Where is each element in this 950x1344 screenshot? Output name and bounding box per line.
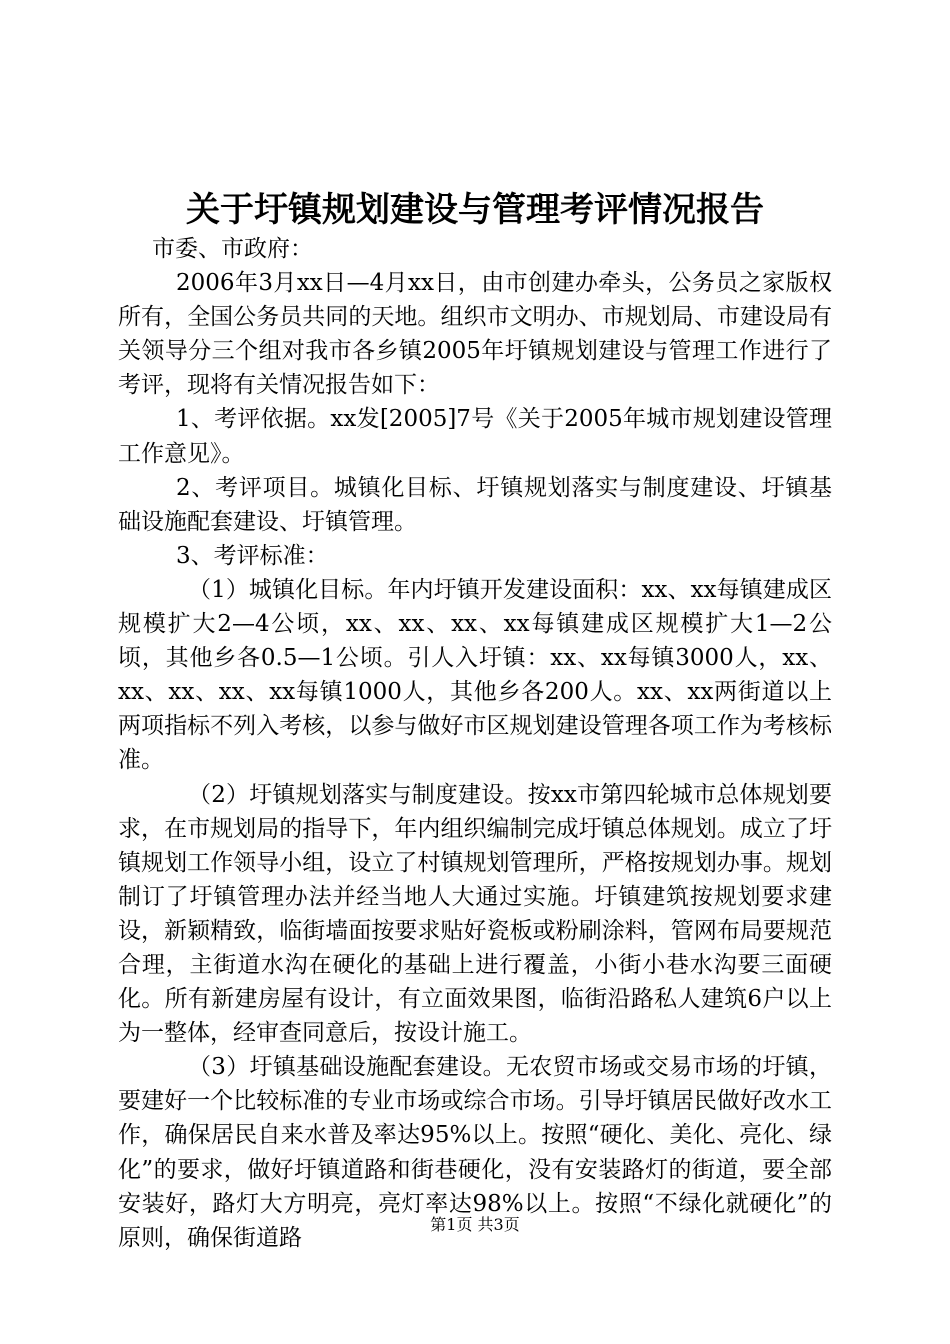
document-title: 关于圩镇规划建设与管理考评情况报告: [186, 190, 764, 230]
page-footer: [0, 1214, 950, 1236]
paragraph-items: 2、考评项目。城镇化目标、圩镇规划落实与制度建设、圩镇基础设施配套建设、圩镇管理。: [118, 474, 832, 535]
paragraph-standards: 3、考评标准：: [176, 542, 329, 569]
paragraph-infrastructure: （3）圩镇基础设施配套建设。无农贸市场或交易市场的圩镇，要建好一个比较标准的专业市场或综合市场。引导圩镇居民做好改水工作，确保居民自来水普及率达95%以上。按照“硬化、美化、亮化、绿化”的要求，做好圩镇道路和街巷硬化，没有安装路灯的街道，要全部安装好，路灯大方明亮，亮灯率达98%以上。按照“不绿化就硬化”的原则，确保街道路: [118, 1054, 832, 1251]
salutation: 市委、市政府：: [152, 236, 313, 262]
paragraph-intro: 2006年3月xx日—4月xx日，由市创建办牵头，公务员之家版权所有，全国公务员共同的天地。组织市文明办、市规划局、市建设局有关领导分三个组对我市各乡镇2005年圩镇规划建设与管理工作进行了考评，现将有关情况报告如下：: [118, 270, 832, 399]
paragraph-urbanization-target: （1）城镇化目标。年内圩镇开发建设面积：xx、xx每镇建成区规模扩大2—4公顷，xx、xx、xx、xx每镇建成区规模扩大1—2公顷，其他乡各0.5—1公顷。引人入圩镇：xx、xx每镇3000人，xx、xx、xx、xx、xx每镇1000人，其他乡各200人。xx、xx两街道以上两项指标不列入考核，以参与做好市区规划建设管理各项工作为考核标准。: [118, 576, 832, 774]
page-total: 共3页: [477, 1215, 520, 1234]
document-body: [118, 232, 832, 1255]
paragraph-planning-system: （2）圩镇规划落实与制度建设。按xx市第四轮城市总体规划要求，在市规划局的指导下，年内组织编制完成圩镇总体规划。成立了圩镇规划工作领导小组，设立了村镇规划管理所，严格按规划办事。规划制订了圩镇管理办法并经当地人大通过实施。圩镇建筑按规划要求建设，新颖精致，临街墙面按要求贴好瓷板或粉刷涂料，管网布局要规范合理，主街道水沟在硬化的基础上进行覆盖，小街小巷水沟要三面硬化。所有新建房屋有设计，有立面效果图，临街沿路私人建筑6户以上为一整体，经审查同意后，按设计施工。: [118, 781, 832, 1047]
paragraph-basis: 1、考评依据。xx发[2005]7号《关于2005年城市规划建设管理工作意见》。: [118, 406, 832, 467]
page-number: 第1页: [430, 1215, 473, 1234]
